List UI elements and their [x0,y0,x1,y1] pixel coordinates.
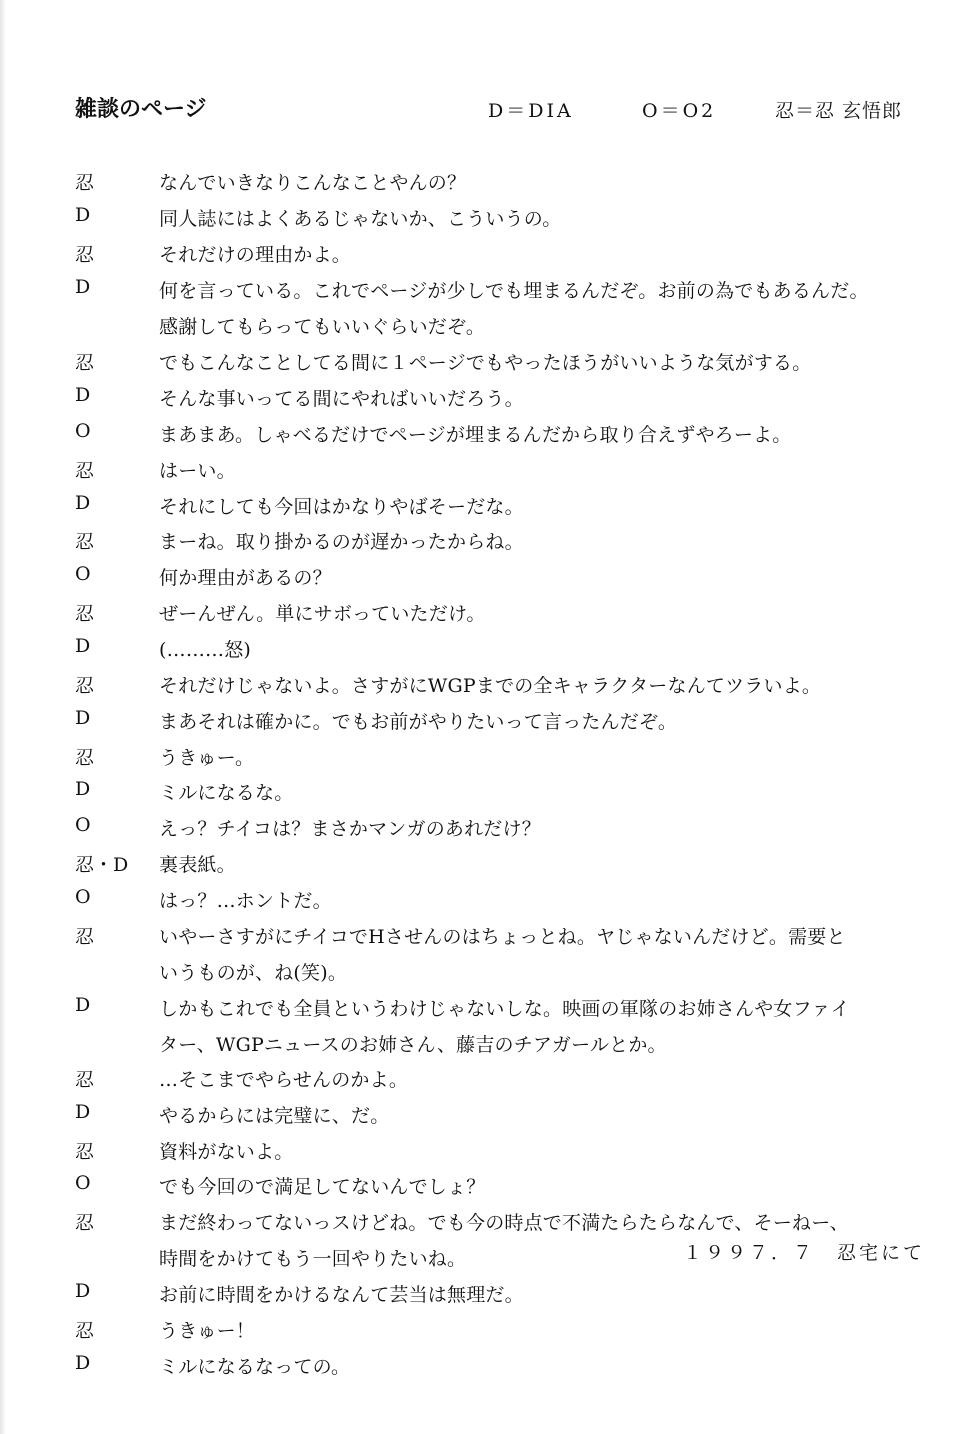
dialogue-text: ミルになるな。 [159,782,294,804]
speaker-label: O [75,420,91,442]
speaker-label: D [75,384,91,406]
speaker-label: 忍 [75,675,95,697]
dialogue-text: 何を言っている。これでページが少しでも埋まるんだぞ。お前の為でもあるんだ。 [159,280,869,302]
dialogue-text: それにしても今回はかなりやばそーだな。 [159,496,524,518]
dialogue-text: それだけの理由かよ。 [159,244,352,266]
scan-edge-shadow [0,0,6,1434]
speaker-label: 忍 [75,1141,95,1163]
dialogue-text: まーね。取り掛かるのが遅かったからね。 [159,531,524,553]
page-title: 雑談のページ [75,97,207,122]
dialogue-text: …そこまでやらせんのかよ。 [159,1069,409,1091]
speaker-label: O [75,814,91,836]
dialogue-text: ミルになるなっての。 [159,1356,351,1378]
speaker-label: 忍 [75,1069,95,1091]
speaker-label: D [75,707,91,729]
dialogue-text: はっ？…ホントだ。 [159,890,332,912]
speaker-label: D [75,994,91,1016]
date-location: １９９７．７ 忍宅にて [683,1242,926,1264]
dialogue-text: まあまあ。しゃべるだけでページが埋まるんだから取り合えずやろーよ。 [159,424,792,446]
dialogue-text: (………怒) [159,639,252,661]
speaker-label: 忍 [75,1212,95,1234]
dialogue-text: えっ？チイコは？まさかマンガのあれだけ？ [159,818,541,840]
speaker-label: O [75,563,91,585]
dialogue-text: やるからには完璧に、だ。 [159,1105,390,1127]
dialogue-text: まあそれは確かに。でもお前がやりたいって言ったんだぞ。 [159,711,678,733]
dialogue-text: うきゅー。 [159,747,255,769]
dialogue-text: はーい。 [159,460,236,482]
speaker-label: 忍 [75,1320,95,1342]
speaker-label: 忍 [75,531,95,553]
dialogue-text: でもこんなことしてる間に１ページでもやったほうがいいような気がする。 [159,352,812,374]
speaker-label: D [75,1352,91,1374]
dialogue-text: なんでいきなりこんなことやんの？ [159,172,467,194]
speaker-legend-shinobu: 忍＝忍 玄悟郎 [775,100,903,122]
speaker-label: D [75,1101,91,1123]
dialogue-text: 裏表紙。 [159,854,236,876]
speaker-label: 忍 [75,352,95,374]
speaker-label: 忍 [75,172,95,194]
page-header [75,92,910,128]
dialogue-text: 何か理由があるの？ [159,567,332,589]
speaker-label: 忍 [75,603,95,625]
dialogue-text: しかもこれでも全員というわけじゃないしな。映画の軍隊のお姉さんや女ファイ [159,998,850,1020]
speaker-label: 忍 [75,244,95,266]
dialogue-text: ぜーんぜん。単にサボっていただけ。 [159,603,486,625]
speaker-label: D [75,778,91,800]
speaker-label: 忍 [75,926,95,948]
speaker-label: O [75,886,91,908]
dialogue-text: そんな事いってる間にやればいいだろう。 [159,388,524,410]
dialogue-text: 同人誌にはよくあるじゃないか、こういうの。 [159,208,562,230]
dialogue-text: うきゅー！ [159,1320,256,1342]
dialogue-text: いやーさすがにチイコでHさせんのはちょっとね。ヤじゃないんだけど。需要と [159,926,846,948]
dialogue-text: まだ終わってないっスけどね。でも今の時点で不満たらたらなんで、そーねー、 [159,1212,849,1234]
dialogue-text: 時間をかけてもう一回やりたいね。 [159,1248,467,1270]
dialogue-text: 資料がないよ。 [159,1141,294,1163]
speaker-label: D [75,1280,91,1302]
speaker-label: D [75,276,91,298]
dialogue-text: お前に時間をかけるなんて芸当は無理だ。 [159,1284,524,1306]
dialogue-text: いうものが、ね(笑)。 [159,962,348,984]
speaker-label: D [75,635,91,657]
dialogue-text: それだけじゃないよ。さすがにWGPまでの全キャラクターなんてツラいよ。 [159,675,822,697]
dialogue-text: 感謝してもらってもいいぐらいだぞ。 [159,316,486,338]
speaker-label: 忍 [75,460,95,482]
speaker-legend-o: O＝O2 [642,100,717,122]
speaker-label: O [75,1172,91,1194]
speaker-label: 忍・D [75,854,129,876]
speaker-label: 忍 [75,747,95,769]
dialogue-text: ター、WGPニュースのお姉さん、藤吉のチアガールとか。 [159,1034,667,1056]
dialogue-text: でも今回ので満足してないんでしょ？ [159,1176,486,1198]
speaker-legend-d: D＝DIA [488,100,574,122]
speaker-label: D [75,204,91,226]
speaker-label: D [75,492,91,514]
